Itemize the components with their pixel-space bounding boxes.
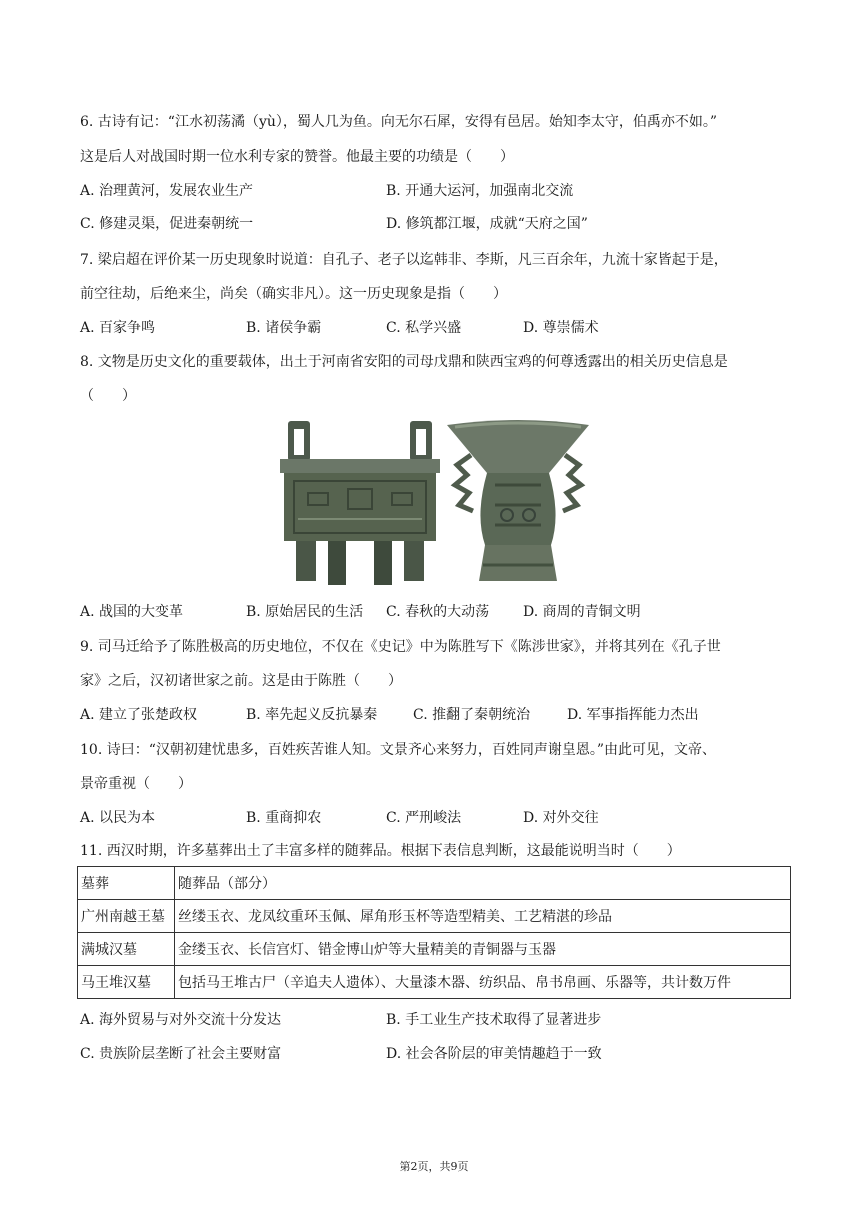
q6-option-c: C. 修建灵渠，促进秦朝统一 [80, 216, 254, 232]
q9-option-d: D. 军事指挥能力杰出 [567, 707, 699, 723]
q11-option-c: C. 贵族阶层垄断了社会主要财富 [80, 1046, 282, 1062]
q7-stem-line1: 7. 梁启超在评价某一历史现象时说道：自孔子、老子以迄韩非、李斯，凡三百余年，九流十家皆起于是， [80, 252, 728, 268]
q8-option-c: C. 春秋的大动荡 [386, 604, 490, 620]
q11-stem: 11. 西汉时期，许多墓葬出土了丰富多样的随葬品。根据下表信息判断，这最能说明当时（ ） [80, 843, 681, 859]
table-header-cell: 墓葬 [78, 867, 175, 900]
table-cell: 丝缕玉衣、龙凤纹重环玉佩、犀角形玉杯等造型精美、工艺精湛的珍品 [175, 900, 791, 933]
q11-option-d: D. 社会各阶层的审美情趣趋于一致 [386, 1046, 602, 1062]
q7-option-a: A. 百家争鸣 [80, 320, 156, 336]
q9-stem-line2: 家》之后，汉初诸世家之前。这是由于陈胜（ ） [80, 673, 402, 689]
simuwu-ding-image [278, 415, 442, 587]
q6-option-a: A. 治理黄河，发展农业生产 [80, 183, 254, 199]
q8-option-a: A. 战国的大变革 [80, 604, 184, 620]
he-zun-image [445, 415, 591, 587]
q6-stem-line1: 6. 古诗有记：“江水初荡潏（yù），蜀人几为鱼。向无尔石犀，安得有邑居。始知李太守，伯禹亦不如。” [80, 114, 718, 130]
table-cell: 满城汉墓 [78, 933, 175, 966]
q9-option-a: A. 建立了张楚政权 [80, 707, 198, 723]
q6-stem-line2: 这是后人对战国时期一位水利专家的赞誉。他最主要的功绩是（ ） [80, 149, 514, 165]
table-header-row [78, 867, 791, 900]
q9-option-c: C. 推翻了秦朝统治 [413, 707, 531, 723]
q6-option-d: D. 修筑都江堰，成就“天府之国” [386, 216, 588, 232]
page-footer: 第2页，共9页 [399, 1160, 469, 1173]
q10-option-a: A. 以民为本 [80, 810, 156, 826]
q10-option-d: D. 对外交往 [523, 810, 599, 826]
q8-option-d: D. 商周的青铜文明 [523, 604, 641, 620]
q8-option-b: B. 原始居民的生活 [246, 604, 364, 620]
q10-option-c: C. 严刑峻法 [386, 810, 462, 826]
table-row [78, 933, 791, 966]
q8-stem-line1: 8. 文物是历史文化的重要载体，出土于河南省安阳的司母戊鼎和陕西宝鸡的何尊透露出的相关历史信息是 [80, 354, 728, 370]
table-row [78, 900, 791, 933]
q11-table [77, 866, 791, 999]
table-cell: 广州南越王墓 [78, 900, 175, 933]
table-header-cell: 随葬品（部分） [175, 867, 791, 900]
q8-stem-line2: （ ） [80, 388, 136, 404]
q7-option-d: D. 尊崇儒术 [523, 320, 599, 336]
q10-option-b: B. 重商抑农 [246, 810, 322, 826]
q9-stem-line1: 9. 司马迁给予了陈胜极高的历史地位，不仅在《史记》中为陈胜写下《陈涉世家》，并将其列在《孔子世 [80, 639, 721, 655]
table-cell: 金缕玉衣、长信宫灯、错金博山炉等大量精美的青铜器与玉器 [175, 933, 791, 966]
q11-option-b: B. 手工业生产技术取得了显著进步 [386, 1012, 602, 1028]
q6-option-b: B. 开通大运河，加强南北交流 [386, 183, 574, 199]
q7-stem-line2: 前空往劫，后绝来尘，尚矣（确实非凡）。这一历史现象是指（ ） [80, 286, 507, 302]
q7-option-b: B. 诸侯争霸 [246, 320, 322, 336]
q10-stem-line2: 景帝重视（ ） [80, 776, 192, 792]
table-row [78, 966, 791, 999]
table-cell: 包括马王堆古尸（辛追夫人遗体）、大量漆木器、纺织品、帛书帛画、乐器等，共计数万件 [175, 966, 791, 999]
q9-option-b: B. 率先起义反抗暴秦 [246, 707, 378, 723]
q11-option-a: A. 海外贸易与对外交流十分发达 [80, 1012, 282, 1028]
q10-stem-line1: 10. 诗曰：“汉朝初建忧患多，百姓疾苦谁人知。文景齐心来努力，百姓同声谢皇恩。”由此可见，文帝、 [80, 742, 717, 758]
q7-option-c: C. 私学兴盛 [386, 320, 462, 336]
table-cell: 马王堆汉墓 [78, 966, 175, 999]
